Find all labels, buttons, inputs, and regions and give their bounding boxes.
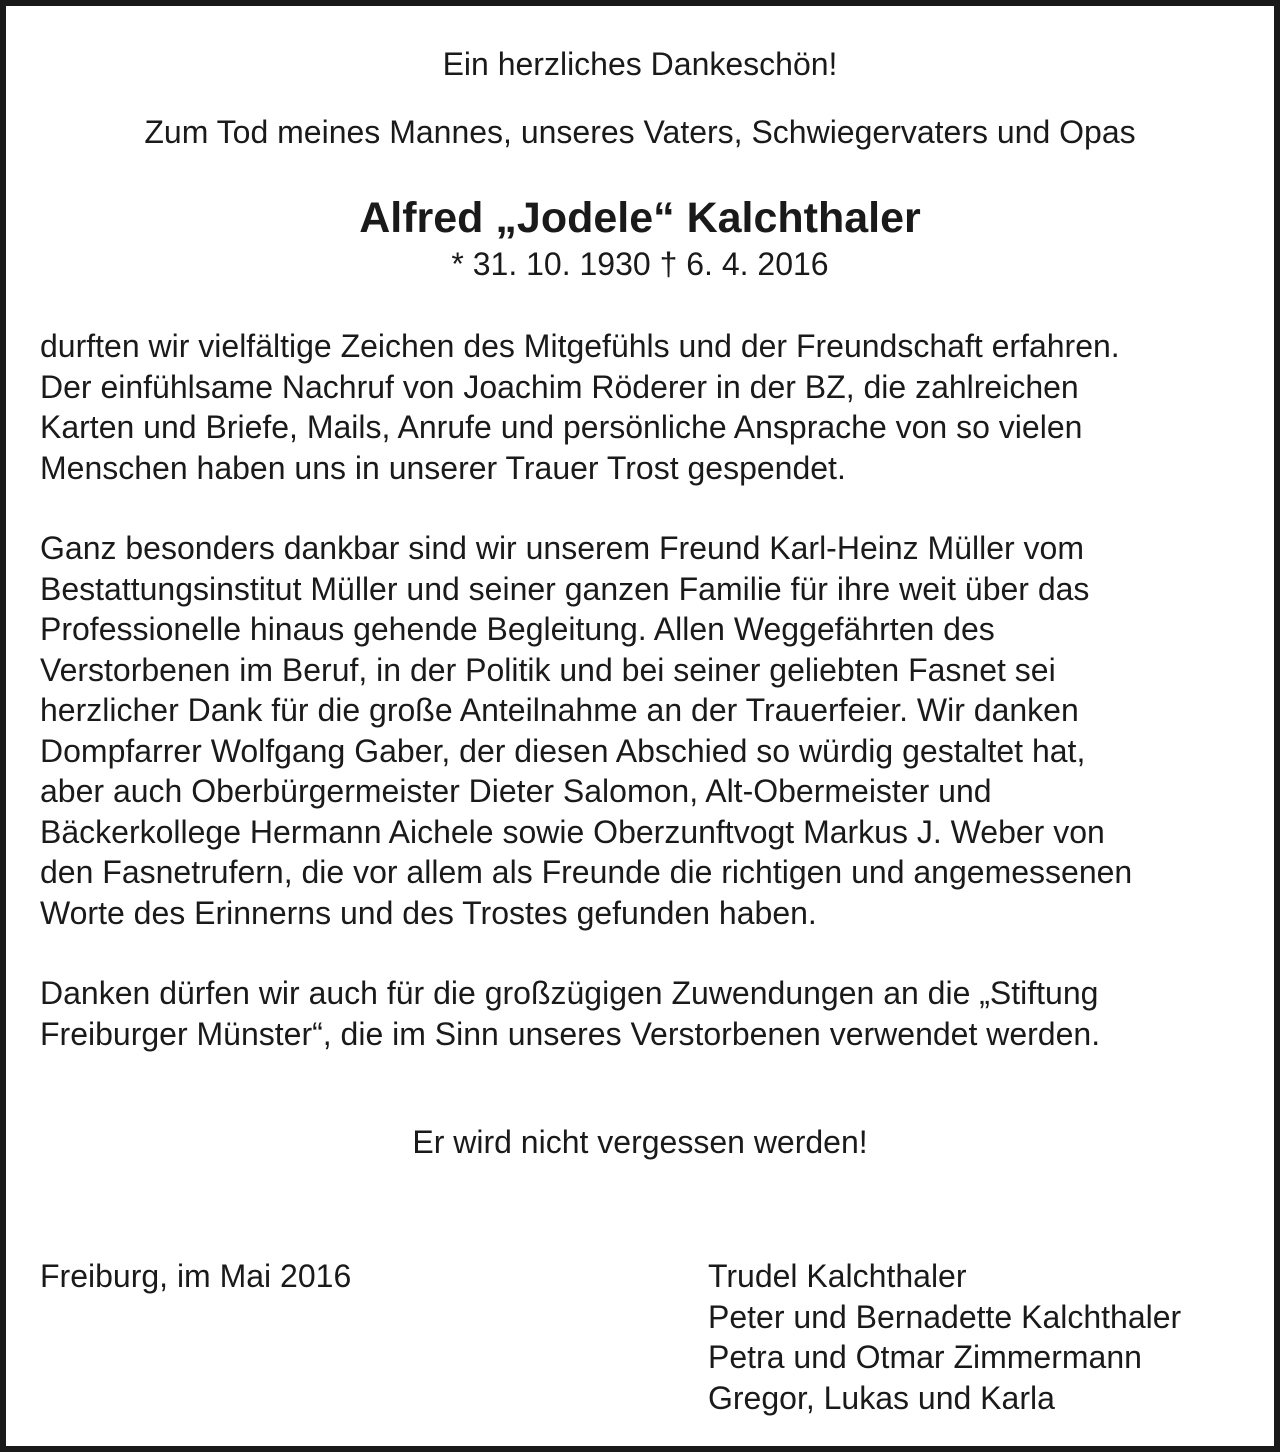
text-line: Worte des Erinnerns und des Trostes gefunden haben. [40,894,817,931]
signer-name: Trudel Kalchthaler [708,1258,967,1294]
text-line: den Fasnetrufern, die vor allem als Freunde die richtigen und angemessenen [40,854,1133,890]
notice-heading: Ein herzliches Dankeschön! [442,46,838,82]
text-line: Professionelle hinaus gehende Begleitung. Allen Weggefährten des [40,611,995,647]
signer-name: Gregor, Lukas und Karla [708,1379,1055,1416]
text-line: Karten und Briefe, Mails, Anrufe und persönliche Ansprache von so vielen [40,409,1083,445]
text-line: herzlicher Dank für die große Anteilnahme an der Trauerfeier. Wir danken [40,692,1079,728]
text-line: Dompfarrer Wolfgang Gaber, der diesen Abschied so würdig gestaltet hat, [40,732,1086,769]
text-line: Danken dürfen wir auch für die großzügigen Zuwendungen an die „Stiftung [40,975,1099,1011]
text-line: aber auch Oberbürgermeister Dieter Salomon, Alt-Obermeister und [40,773,992,809]
text-line: Bäckerkollege Hermann Aichele sowie Oberzunftvogt Markus J. Weber von [40,813,1105,850]
place-date: Freiburg, im Mai 2016 [40,1258,352,1294]
signers-list [708,1256,1181,1418]
intro-line: Zum Tod meines Mannes, unseres Vaters, Schwiegervaters und Opas [144,114,1136,150]
paragraph-donations [40,973,1240,1054]
deceased-name: Alfred „Jodele“ Kalchthaler [359,194,921,242]
text-line: Ganz besonders dankbar sind wir unserem Freund Karl-Heinz Müller vom [40,530,1084,566]
signer-name: Peter und Bernadette Kalchthaler [708,1298,1182,1335]
paragraph-sympathy [40,326,1240,488]
signer-name: Petra und Otmar Zimmermann [708,1339,1142,1375]
text-line: durften wir vielfältige Zeichen des Mitgefühls und der Freundschaft erfahren. [40,328,1120,364]
closing-line: Er wird nicht vergessen werden! [412,1124,868,1160]
text-line: Freiburger Münster“, die im Sinn unseres Verstorbenen verwendet werden. [40,1015,1101,1052]
text-line: Menschen haben uns in unserer Trauer Trost gespendet. [40,449,846,486]
text-line: Bestattungsinstitut Müller und seiner ganzen Familie für ihre weit über das [40,570,1090,607]
paragraph-thanks [40,528,1240,933]
text-line: Verstorbenen im Beruf, in der Politik und bei seiner geliebten Fasnet sei [40,651,1056,688]
life-dates: * 31. 10. 1930 † 6. 4. 2016 [451,246,829,282]
text-line: Der einfühlsame Nachruf von Joachim Röderer in der BZ, die zahlreichen [40,368,1079,405]
